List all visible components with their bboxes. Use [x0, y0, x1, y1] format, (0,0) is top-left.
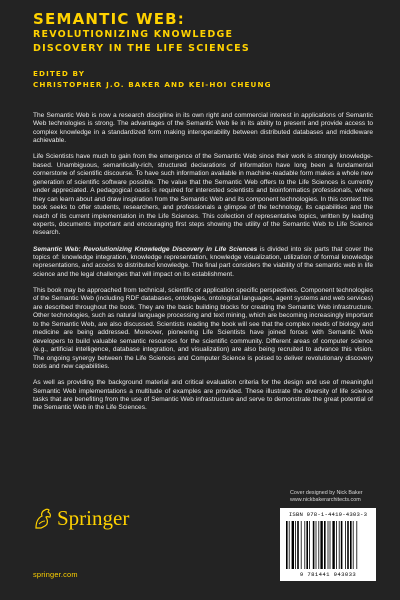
- subtitle-line-2: DISCOVERY IN THE LIFE SCIENCES: [33, 43, 250, 54]
- blurb-book-title: Semantic Web: Revolutionizing Knowledge Discovery in Life Sciences: [33, 245, 258, 253]
- blurb-paragraph-4: This book may be approached from technical, scientific or application specific perspectives. Component technologies of the Semantic Web (including RDF databases, ontologies, ontological languages, agent systems and web services) are described throughout the book. They are the basic building blocks for creating the Semantic Web infrastructure. Other technologies, such as natural language processing and text mining, which are becoming increasingly important to the Semantic Web, are also discussed. Scientists reading the book will see that the complex needs of biology and medicine are being addressed. Moreover, pioneering Life Scientists have joined forces with Semantic Web developers to build valuable semantic resources for the scientific community. Different areas of computer science (e.g., artificial intelligence, database integration, and visualization) are also being recruited to advance this vision. The ongoing synergy between the Life Sciences and Computer Science is poised to deliver revolutionary discovery tools and new capabilities.: [33, 286, 373, 371]
- book-subtitle: [33, 28, 388, 56]
- blurb-paragraph-3: [33, 246, 373, 280]
- springer-logo: [33, 506, 129, 531]
- editors-names: CHRISTOPHER J.O. BAKER AND KEI-HOI CHEUNG: [33, 80, 272, 89]
- edited-by-label: EDITED BY: [33, 69, 86, 78]
- blurb-paragraph-3-rest: is divided into six parts that cover the topics of: knowledge integration, knowledge representation, knowledge visualization, utilization of formal knowledge representations, and access to distributed knowledge. The final part considers the viability of the semantic web in life science and the legal challenges that will impact on its establishment.: [33, 245, 373, 278]
- springer-horse-icon: [33, 508, 53, 530]
- springer-url[interactable]: springer.com: [33, 570, 78, 579]
- cover-design-credit: [290, 490, 363, 504]
- blurb-text: [33, 112, 373, 420]
- barcode-icon: [286, 521, 370, 571]
- blurb-paragraph-5: As well as providing the background material and critical evaluation criteria for the design and use of meaningful Semantic Web implementations a multitude of examples are provided. These illustrate the diversity of life science tasks that are benefiting from the use of Semantic Web infrastructure and serve to demonstrate the great potential of the Semantic Web in the Life Sciences.: [33, 379, 373, 412]
- credit-designer: Cover designed by Nick Baker: [290, 490, 363, 496]
- isbn-barcode-box: [280, 508, 376, 581]
- springer-wordmark: Springer: [57, 506, 130, 530]
- isbn-number: ISBN 978-1-4419-4303-3: [288, 511, 368, 518]
- subtitle-line-1: REVOLUTIONIZING KNOWLEDGE: [33, 29, 234, 40]
- blurb-paragraph-2: Life Scientists have much to gain from the emergence of the Semantic Web since their work is strongly knowledge-based. Unambiguous, semantically-rich, structured declarations of information have long been a fundamental cornerstone of scientific discourse. To have such information available in machine-readable form makes a whole new generation of scientific software possible. The value that the Semantic Web offers to the Life Sciences is currently under appreciated. A pedagogical oasis is required for interested scientists and bioinformatics professionals, where they can learn about and draw inspiration from the Semantic Web and its component technologies. In this context this book seeks to offer students, researchers, and professionals a glimpse of the technology, its capabilities and the reach of its current implementation in the Life Sciences. This collection of representative topics, written by leading experts, documents important and encouraging first steps showing the utility of the Semantic Web to Life Science research.: [33, 153, 373, 237]
- barcode-digits: 9 781441 943033: [299, 571, 357, 578]
- book-title: SEMANTIC WEB:: [33, 10, 186, 28]
- blurb-paragraph-1: The Semantic Web is now a research discipline in its own right and commercial interest in applications of Semantic Web technologies is strong. The advantages of the Semantic Web lie in its ability to present and provide access to complex knowledge in a standardized form making interoperability between distributed databases and middleware achievable.: [33, 112, 373, 145]
- credit-website: www.nickbakerarchitects.com: [290, 497, 361, 503]
